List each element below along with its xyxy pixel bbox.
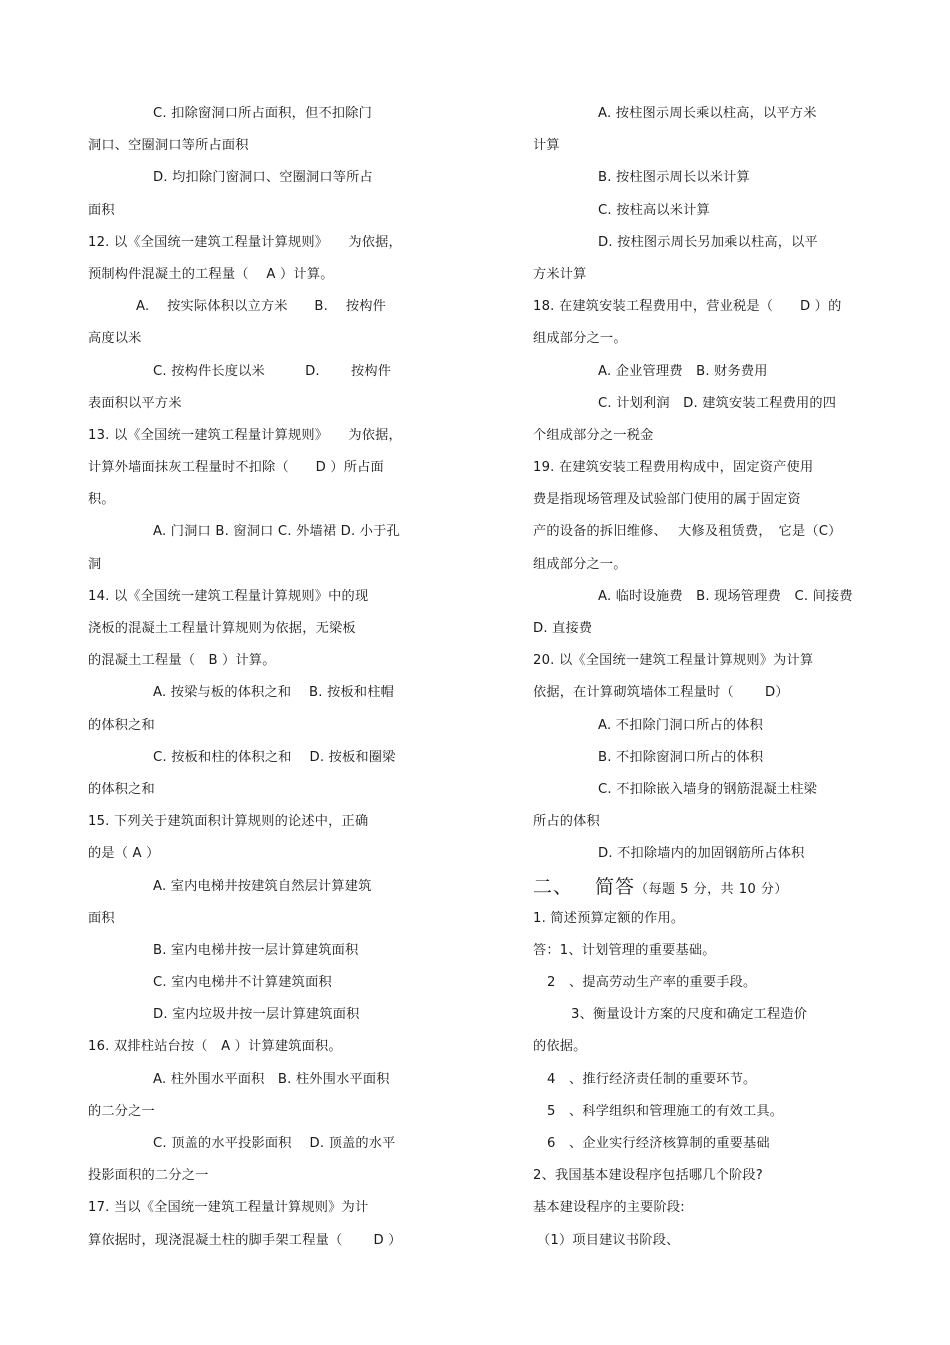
text-line: B. 不扣除窗洞口所占的体积 <box>598 749 764 765</box>
text-line: 的二分之一 <box>88 1103 155 1119</box>
text-line: 4 、推行经济责任制的重要环节。 <box>547 1071 757 1087</box>
text-line: 费是指现场管理及试验部门使用的属于固定资 <box>533 492 801 508</box>
text-line: A. 临时设施费 B. 现场管理费 C. 间接费 <box>598 588 853 604</box>
right-column <box>533 98 868 1257</box>
section-note: （每题 5 分，共 10 分） <box>635 881 788 897</box>
text-line: C. 按板和柱的体积之和 D. 按板和圈梁 <box>153 749 396 765</box>
text-line: D. 不扣除墙内的加固钢筋所占体积 <box>598 846 805 862</box>
text-line: 20. 以《全国统一建筑工程量计算规则》为计算 <box>533 653 814 669</box>
text-line: C. 顶盖的水平投影面积 D. 顶盖的水平 <box>153 1136 396 1151</box>
text-line: B. 按柱图示周长以米计算 <box>598 170 750 186</box>
text-line: 基本建设程序的主要阶段: <box>533 1200 685 1216</box>
section-heading <box>533 871 868 903</box>
left-column <box>88 98 428 1257</box>
right-column-questions <box>533 98 868 871</box>
text-line: C. 扣除窗洞口所占面积，但不扣除门 <box>153 106 373 121</box>
text-line: 18. 在建筑安装工程费用中，营业税是（ D ）的 <box>533 299 842 315</box>
text-line: A. 不扣除门洞口所占的体积 <box>598 717 764 733</box>
text-line: 产的设备的拆旧维修、 大修及租赁费， 它是（C） <box>533 524 842 540</box>
text-line: 高度以米 <box>88 331 142 347</box>
text-line: 浇板的混凝土工程量计算规则为依据，无梁板 <box>88 621 356 636</box>
text-line: A. 门洞口 B. 窗洞口 C. 外墙裙 D. 小于孔 <box>153 524 400 540</box>
section-number: 二、 <box>533 875 574 898</box>
text-line: 洞 <box>88 556 102 572</box>
text-line: C. 按构件长度以米 D. 按构件 <box>153 363 392 379</box>
text-line: B. 室内电梯井按一层计算建筑面积 <box>153 942 359 958</box>
text-line: A. 按柱图示周长乘以柱高，以平方米 <box>598 106 817 121</box>
text-line: 计算 <box>533 138 560 154</box>
text-line: 个组成部分之一税金 <box>533 427 654 443</box>
text-line: 16. 双排柱站台按（ A ）计算建筑面积。 <box>88 1039 342 1055</box>
text-line: 的是（ A ） <box>88 846 160 862</box>
text-line: 表面积以平方米 <box>88 395 182 411</box>
text-line: 组成部分之一。 <box>533 556 627 572</box>
text-line: 答：1、计划管理的重要基础。 <box>533 942 716 958</box>
text-line: 积。 <box>88 492 115 508</box>
text-line: 所占的体积 <box>533 814 600 830</box>
text-line: C. 不扣除嵌入墙身的钢筋混凝土柱梁 <box>598 781 818 797</box>
text-line: C. 室内电梯井不计算建筑面积 <box>153 975 332 991</box>
text-line: 计算外墙面抹灰工程量时不扣除（ D ）所占面 <box>88 460 384 476</box>
text-line: 组成部分之一。 <box>533 331 627 347</box>
text-line: 17. 当以《全国统一建筑工程量计算规则》为计 <box>88 1200 369 1216</box>
text-line: 1. 简述预算定额的作用。 <box>533 910 685 926</box>
text-line: 19. 在建筑安装工程费用构成中，固定资产使用 <box>533 460 814 476</box>
text-line: 面积 <box>88 910 115 926</box>
text-line: C. 按柱高以米计算 <box>598 202 710 218</box>
text-line: D. 均扣除门窗洞口、空圈洞口等所占 <box>153 170 373 186</box>
text-line: 2 、提高劳动生产率的重要手段。 <box>547 975 757 991</box>
text-line: A. 按实际体积以立方米 B. 按构件 <box>136 299 387 315</box>
text-line: D. 直接费 <box>533 621 593 636</box>
text-line: A. 按梁与板的体积之和 B. 按板和柱帽 <box>153 685 395 701</box>
text-line: 的混凝土工程量（ B ）计算。 <box>88 653 276 669</box>
text-line: 投影面积的二分之一 <box>88 1168 209 1184</box>
text-line: A. 柱外围水平面积 B. 柱外围水平面积 <box>153 1071 390 1087</box>
text-line: 依据，在计算砌筑墙体工程量时（ D） <box>533 685 789 701</box>
text-line: 12. 以《全国统一建筑工程量计算规则》 为依据， <box>88 234 402 250</box>
text-line: 算依据时，现浇混凝土柱的脚手架工程量（ D ） <box>88 1232 402 1248</box>
text-line: 的体积之和 <box>88 717 155 733</box>
text-line: 15. 下列关于建筑面积计算规则的论述中，正确 <box>88 814 369 830</box>
text-line: 预制构件混凝土的工程量（ A ）计算。 <box>88 266 334 282</box>
text-line: 5 、科学组织和管理施工的有效工具。 <box>547 1103 784 1119</box>
text-line: A. 企业管理费 B. 财务费用 <box>598 363 768 379</box>
text-line: （1）项目建议书阶段、 <box>537 1232 680 1248</box>
section-title: 简答 <box>595 875 636 898</box>
text-line: 面积 <box>88 202 115 218</box>
text-line: 14. 以《全国统一建筑工程量计算规则》中的现 <box>88 588 369 604</box>
text-line: 的依据。 <box>533 1039 587 1055</box>
text-line: 洞口、空圈洞口等所占面积 <box>88 138 249 154</box>
right-column-answers <box>533 903 868 1257</box>
text-line: D. 室内垃圾井按一层计算建筑面积 <box>153 1007 360 1023</box>
text-line: D. 按柱图示周长另加乘以柱高，以平 <box>598 234 818 250</box>
text-line: 3、衡量设计方案的尺度和确定工程造价 <box>571 1007 808 1023</box>
text-line: A. 室内电梯井按建筑自然层计算建筑 <box>153 878 372 894</box>
text-line: C. 计划利润 D. 建筑安装工程费用的四 <box>598 395 837 411</box>
text-line: 6 、企业实行经济核算制的重要基础 <box>547 1136 770 1151</box>
text-line: 2、我国基本建设程序包括哪几个阶段? <box>533 1168 763 1184</box>
text-line: 13. 以《全国统一建筑工程量计算规则》 为依据， <box>88 427 402 443</box>
text-line: 的体积之和 <box>88 781 155 797</box>
text-line: 方米计算 <box>533 266 587 282</box>
